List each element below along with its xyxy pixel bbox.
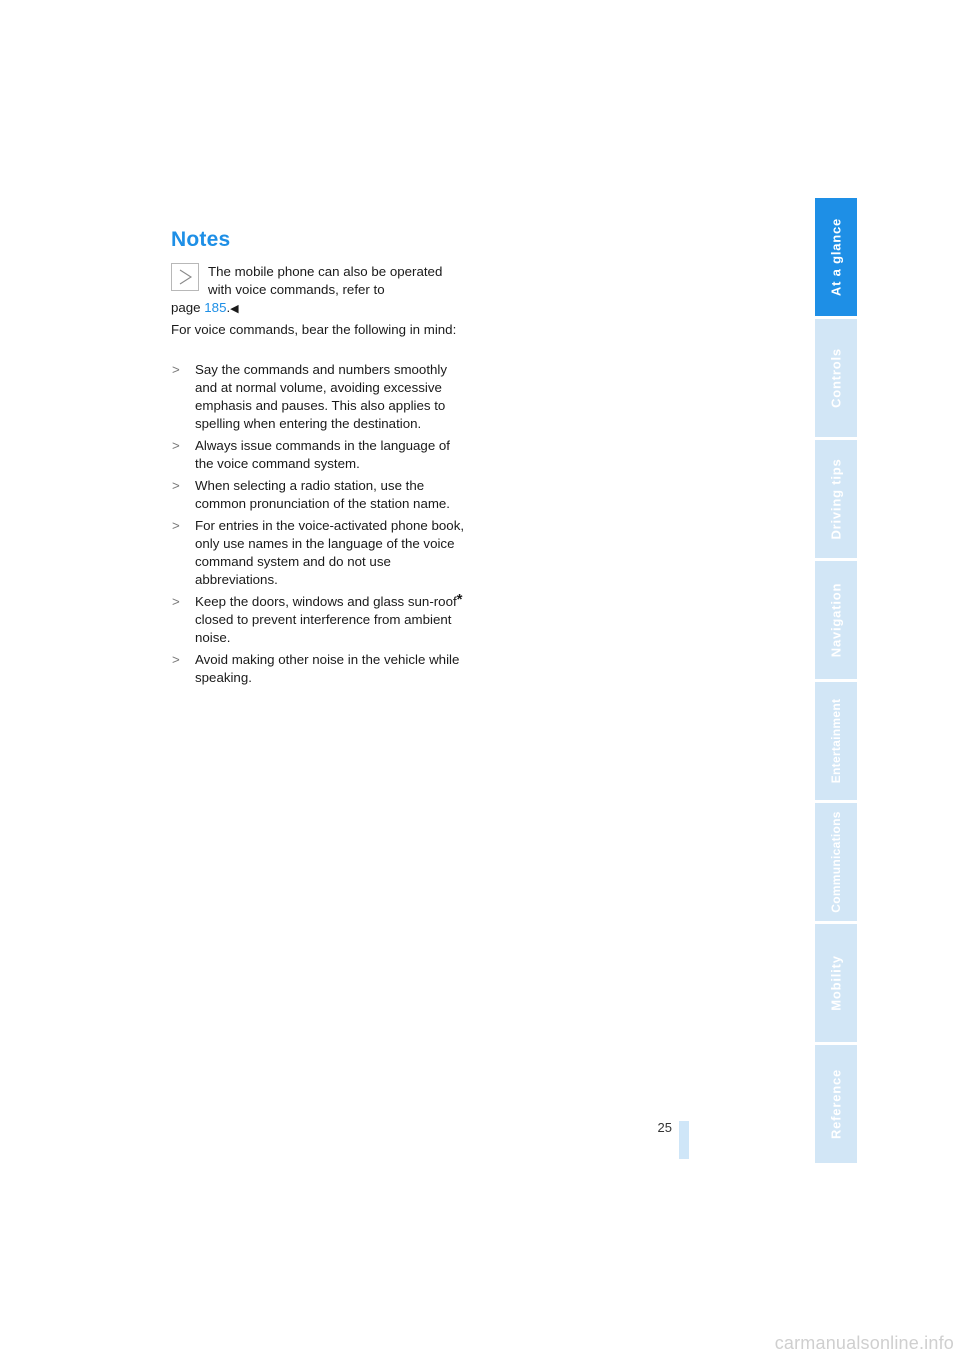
note-page-suffix: .	[226, 300, 231, 315]
section-title: Notes	[171, 228, 231, 251]
bullet-arrow-icon: >	[172, 438, 180, 453]
note-page-prefix: page	[171, 300, 205, 315]
tab-label: At a glance	[828, 217, 844, 297]
list-item-text: Always issue commands in the language of the voice command system.	[195, 438, 450, 471]
tab-mobility[interactable]	[815, 924, 857, 1042]
list-item-text-after: closed to prevent interference from ambient noise.	[195, 612, 452, 645]
intro-paragraph: For voice commands, bear the following in mind:	[171, 322, 457, 337]
tab-label: Mobility	[828, 955, 844, 1011]
bullet-arrow-icon: >	[172, 362, 180, 377]
tab-label: Communications	[829, 811, 843, 913]
list-item	[171, 651, 471, 687]
list-item	[171, 437, 471, 473]
note-line-1: The mobile phone can also be operated	[208, 264, 443, 279]
list-item-text: For entries in the voice-activated phone book, only use names in the language of the voice command system and do not use abbreviations.	[195, 518, 465, 587]
tab-controls[interactable]	[815, 319, 857, 437]
list-item-text: Say the commands and numbers smoothly and at normal volume, avoiding excessive emphasis and pauses. This also applies to spelling when entering the destination.	[195, 362, 448, 431]
list-item	[171, 477, 471, 513]
bullet-arrow-icon: >	[172, 518, 180, 533]
voice-command-tips-list	[171, 361, 471, 691]
tab-label: Navigation	[828, 582, 844, 658]
page-number: 25	[657, 1120, 672, 1135]
bullet-arrow-icon: >	[172, 652, 180, 667]
chapter-tabs	[815, 198, 857, 1166]
watermark: carmanualsonline.info	[774, 1333, 954, 1353]
bullet-arrow-icon: >	[172, 478, 180, 493]
list-item-text	[195, 591, 463, 645]
page-reference-link[interactable]: 185	[204, 300, 227, 315]
note-line-3	[171, 299, 239, 318]
tab-reference[interactable]	[815, 1045, 857, 1163]
optional-equipment-star-icon: *	[456, 591, 463, 608]
list-item-text-before: Keep the doors, windows and glass sun-roof	[195, 594, 457, 609]
list-item	[171, 361, 471, 433]
list-item	[171, 517, 471, 589]
tab-label: Controls	[828, 348, 844, 408]
tab-communications[interactable]	[815, 803, 857, 921]
tab-navigation[interactable]	[815, 561, 857, 679]
tab-driving-tips[interactable]	[815, 440, 857, 558]
bullet-arrow-icon: >	[172, 594, 180, 609]
end-marker-icon: ◀	[230, 303, 239, 315]
tab-entertainment[interactable]	[815, 682, 857, 800]
list-item-text: When selecting a radio station, use the common pronunciation of the station name.	[195, 478, 451, 511]
list-item-text: Avoid making other noise in the vehicle while speaking.	[195, 652, 460, 685]
tab-label: Driving tips	[828, 458, 844, 540]
tab-at-a-glance[interactable]	[815, 198, 857, 316]
list-item	[171, 593, 471, 647]
note-triangle-icon	[171, 263, 199, 291]
note-line-2: with voice commands, refer to	[208, 282, 385, 297]
page-number-bar	[679, 1121, 689, 1159]
tab-label: Entertainment	[829, 698, 843, 784]
tab-label: Reference	[828, 1068, 844, 1140]
